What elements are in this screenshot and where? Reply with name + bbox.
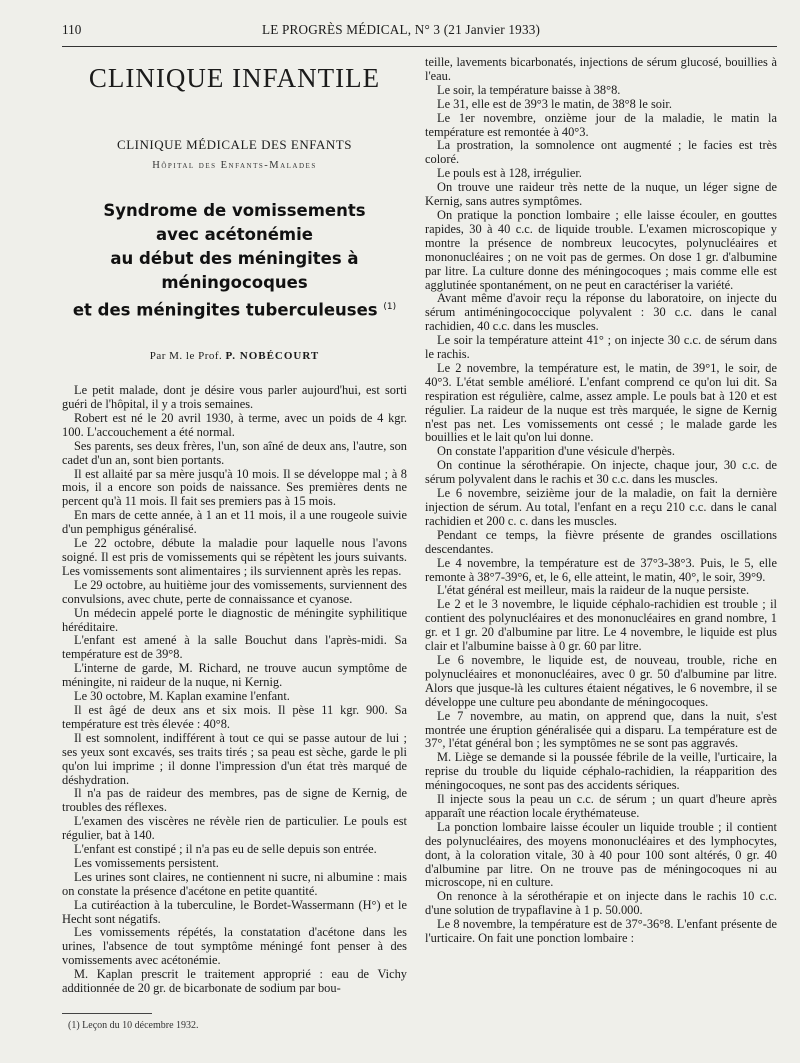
- paragraph: La cutiréaction à la tuberculine, le Bordet-Wassermann (H°) et le Hecht sont négatifs.: [62, 897, 407, 926]
- title-line: et des méningites tuberculeuses $^{(1)}$: [72, 300, 397, 320]
- paragraph: Il est âgé de deux ans et six mois. Il pèse 11 kgr. 900. Sa température est très élevée : 40°8.: [62, 702, 407, 731]
- paragraph: Avant même d'avoir reçu la réponse du laboratoire, on injecte du sérum antiméningococcique polyvalent : 30 c.c. dans le canal rachidien, 40 c.c. dans les muscles.: [425, 291, 777, 334]
- footnote: (1) Leçon du 10 décembre 1932.: [68, 1020, 199, 1031]
- paragraph: Le 29 octobre, au huitième jour des vomissements, surviennent des convulsions, avec chute, perte de connaissance et cyanose.: [62, 577, 407, 606]
- paragraph: L'enfant est constipé ; il n'a pas eu de selle depuis son entrée.: [74, 842, 377, 857]
- paragraph: L'interne de garde, M. Richard, ne trouve aucun symptôme de méningite, ni raideur de la nuque, ni Kernig.: [62, 661, 407, 690]
- paragraph: Le petit malade, dont je désire vous parler aujourd'hui, est sorti guéri de l'hôpital, il y a trois semaines.: [62, 383, 407, 412]
- author-prefix: Par M. le Prof.: [149, 350, 223, 363]
- paragraph: Le 31, elle est de 39°3 le matin, de 38°8 le soir.: [437, 96, 672, 111]
- paragraph: Il est somnolent, indifférent à tout ce qui se passe autour de lui ; ses yeux sont excavés, ses traits tirés ; sa peau est sèche, garde le pli qu'on lui imprime ; il donne l'impression d'un état très marqué de déshydration.: [62, 730, 407, 787]
- paragraph: Le 22 octobre, débute la maladie pour laquelle nous l'avons soigné. Il est pris de vomissements qui se répètent les jours suivants. Les vomissements sont alimentaires ; ils surviennent après les repas.: [62, 536, 407, 578]
- clinic-subtitle: CLINIQUE MÉDICALE DES ENFANTS: [117, 136, 352, 152]
- section-title: CLINIQUE INFANTILE: [88, 63, 381, 93]
- author-line: [62, 350, 407, 364]
- paragraph: Pendant ce temps, la fièvre présente de grandes oscillations descendantes.: [425, 527, 777, 556]
- paragraph: Les vomissements persistent.: [74, 855, 219, 870]
- footnote-rule: [62, 1013, 152, 1014]
- left-column: [62, 56, 407, 996]
- paragraph: L'état général est meilleur, mais la raideur de la nuque persiste.: [437, 583, 750, 598]
- title-line: Syndrome de vomissements: [103, 200, 366, 220]
- right-body-text: [425, 56, 777, 946]
- paragraph: En mars de cette année, à 1 an et 11 mois, il a une rougeole suivie d'un pemphigus généralisé.: [62, 508, 407, 537]
- paragraph: L'enfant est amené à la salle Bouchut dans l'après-midi. Sa température est de 39°8.: [62, 633, 407, 662]
- hospital-name: Hôpital des Enfants-Malades: [152, 159, 317, 171]
- paragraph: M. Kaplan prescrit le traitement approprié : eau de Vichy additionnée de 20 gr. de bicarbonate de sodium par bou-: [62, 967, 407, 996]
- paragraph: La ponction lombaire laisse écouler un liquide trouble ; il contient des polynucléaires, des moyens mononucléaires et des lymphocytes, dont, à la coloration vitale, 30 à 40 pour 100 sont altérés, 0 gr. 40 d'albumine par litre. On ne trouve pas de méningocoques ni au microscope, ni en culture.: [425, 819, 777, 890]
- article-title: [62, 199, 407, 323]
- paragraph: Le 2 novembre, la température est, le matin, de 39°1, le soir, de 40°3. L'état semble amélioré. L'enfant comprend ce qu'on lui dit. Sa respiration est régulière, calme, assez ample. Le pouls bat à 120 et est régulier. La raideur de la nuque est très marquée, le signe de Kernig n'est pas net. Les vomissements ont cessé ; le malade garde les bouillies et le lait qu'on lui donne.: [425, 360, 777, 445]
- paragraph: Les urines sont claires, ne contiennent ni sucre, ni albumine : mais on constate la présence d'acétone en petite quantité.: [62, 869, 407, 898]
- right-column: [425, 56, 777, 946]
- paragraph: Les vomissements répétés, la constatation d'acétone dans les urines, l'absence de tout symptôme méningé font penser à des vomissements avec acétonémie.: [62, 925, 407, 968]
- title-line: avec acétonémie: [156, 224, 313, 244]
- paragraph: Le 4 novembre, la température est de 37°3-38°3. Puis, le 5, elle remonte à 38°7-39°6, et, le 6, elle atteint, le matin, 40°, le soir, 39°9.: [425, 555, 777, 584]
- paragraph: Le 7 novembre, au matin, on apprend que, dans la nuit, s'est montrée une éruption généralisée qui a disparu. La température est de 37°, l'état général bon ; les symptômes ne se sont pas aggravés.: [425, 708, 777, 751]
- paragraph: Le 1er novembre, onzième jour de la maladie, le matin la température est remontée à 40°3.: [425, 110, 777, 139]
- page-number: 110: [62, 22, 82, 37]
- header-rule: [62, 46, 777, 47]
- paragraph: Le pouls est à 128, irrégulier.: [437, 166, 582, 181]
- paragraph: Le 2 et le 3 novembre, le liquide céphalo-rachidien est trouble ; il contient des polynucléaires et des mononucléaires en grand nombre, 1 gr. et 1 gr. 20 d'albumine par litre. Le 4 novembre, le liquide est plus clair et l'albumine baisse à 0 gr. 60 par litre.: [425, 597, 777, 654]
- paragraph: On constate l'apparition d'une vésicule d'herpès.: [437, 444, 675, 459]
- paragraph: M. Liège se demande si la poussée fébrile de la veille, l'urticaire, la reprise du trouble du liquide céphalo-rachidien, la réapparition des méningocoques, ne sont pas des accidents sériques.: [425, 750, 777, 793]
- paragraph: Un médecin appelé porte le diagnostic de méningite syphilitique héréditaire.: [62, 605, 407, 634]
- journal-title: LE PROGRÈS MÉDICAL, N° 3 (21 Janvier 1933): [262, 22, 541, 37]
- paragraph: Il injecte sous la peau un c.c. de sérum ; un quart d'heure après apparaît une réaction locale érythémateuse.: [425, 792, 777, 820]
- paragraph: Robert est né le 20 avril 1930, à terme, avec un poids de 4 kgr. 100. L'accouchement a été normal.: [62, 410, 407, 439]
- paragraph: Il n'a pas de raideur des membres, pas de signe de Kernig, de troubles des réflexes.: [62, 786, 407, 815]
- footnote-marker: (1): [383, 301, 397, 312]
- paragraph: La prostration, la somnolence ont augmenté ; le facies est très coloré.: [425, 138, 777, 167]
- paragraph: On continue la sérothérapie. On injecte, chaque jour, 30 c.c. de sérum polyvalent dans le rachis et 30 c.c. dans les muscles.: [425, 458, 777, 487]
- paragraph: On trouve une raideur très nette de la nuque, un léger signe de Kernig, sans autres symptômes.: [425, 180, 777, 209]
- paragraph: Le 6 novembre, seizième jour de la maladie, on fait la dernière injection de sérum. Au total, l'enfant en a reçu 210 c.c. dans le canal rachidien et 200 c. c. dans les muscles.: [425, 486, 777, 528]
- paragraph: On pratique la ponction lombaire ; elle laisse écouler, en gouttes rapides, 30 à 40 c.c. de liquide trouble. L'examen microscopique y montre la présence de nombreux leucocytes, polynucléaires et mononucléaires ; on ne voit pas de germes. On dose 1 gr. d'albumine par litre. La culture donne des méningocoques ; mais comme elle est agglutinée spontanément, on ne peut en caractériser la variété.: [425, 207, 777, 292]
- paragraph: Le 8 novembre, la température est de 37°-36°8. L'enfant présente de l'urticaire. On fait une ponction lombaire :: [425, 917, 777, 946]
- paragraph: On renonce à la sérothérapie et on injecte dans le rachis 10 c.c. d'une solution de trypaflavine à 1 p. 50.000.: [425, 889, 777, 918]
- paragraph: Le soir la température atteint 41° ; on injecte 30 c.c. de sérum dans le rachis.: [425, 333, 777, 362]
- paragraph: Le soir, la température baisse à 38°8.: [437, 82, 621, 97]
- author-name: P. NOBÉCOURT: [225, 350, 320, 363]
- left-body-text: [62, 384, 407, 996]
- paragraph: Le 30 octobre, M. Kaplan examine l'enfant.: [74, 689, 290, 704]
- title-line: au début des méningites à méningocoques: [110, 248, 359, 292]
- paragraph: teille, lavements bicarbonatés, injections de sérum glucosé, bouillies à l'eau.: [425, 55, 777, 83]
- paragraph: Ses parents, ses deux frères, l'un, son aîné de deux ans, l'autre, son cadet d'un an, sont bien portants.: [62, 438, 407, 467]
- paragraph: Il est allaité par sa mère jusqu'à 10 mois. Il se développe mal ; à 8 mois, il a encore son poids de naissance. Ses premières dents ne percent qu'à 11 mois. Il fait ses premiers pas à 15 mois.: [62, 466, 407, 509]
- paragraph: L'examen des viscères ne révèle rien de particulier. Le pouls est régulier, bat à 140.: [62, 814, 407, 843]
- paragraph: Le 6 novembre, le liquide est, de nouveau, trouble, riche en polynucléaires et mononucléaires, avec 0 gr. 50 d'albumine par litre. Alors que jusque-là les cultures étaient négatives, le 6 novembre, il se développe une culture peu abondante de méningocoques.: [425, 652, 777, 709]
- running-header: [62, 22, 777, 42]
